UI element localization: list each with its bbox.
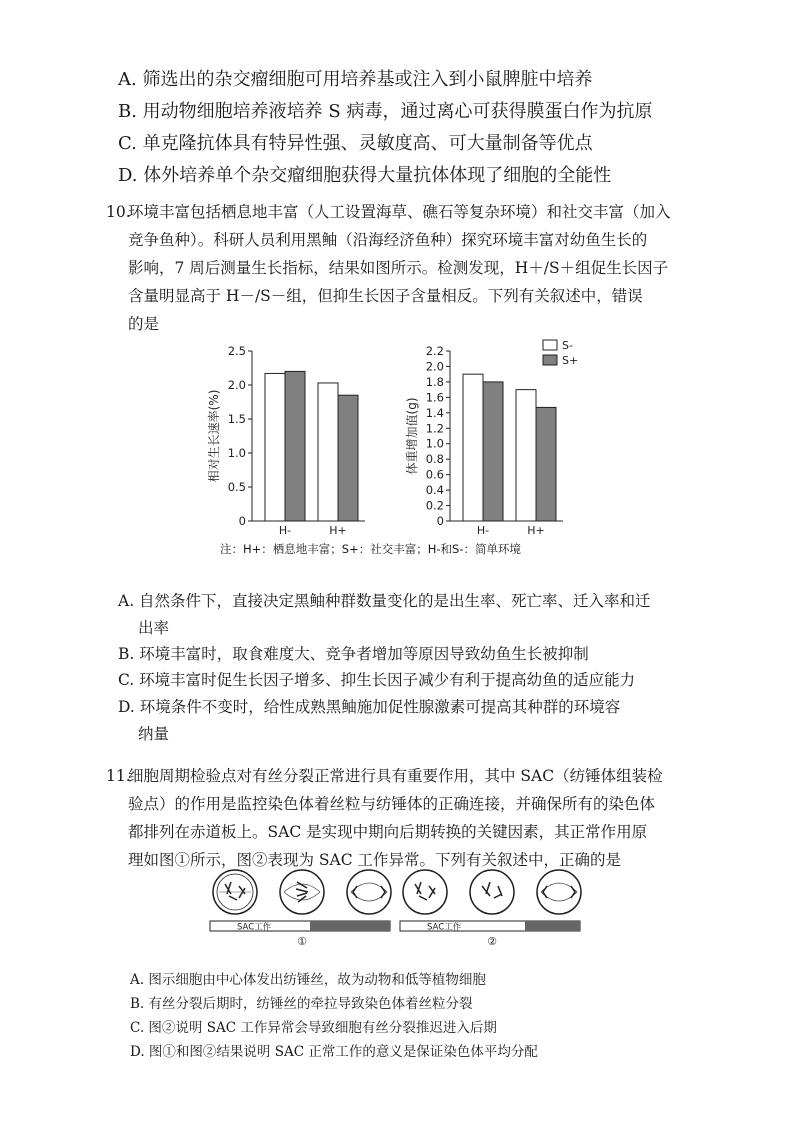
- q10-stem-line: 竞争鱼种）。科研人员利用黑鲉（沿海经济鱼种）探究环境丰富对幼鱼生长的: [128, 231, 648, 249]
- legend-label-S-: S-: [562, 339, 573, 352]
- q10-option-a: [118, 588, 678, 642]
- bar-H--S+: [285, 371, 305, 521]
- q9-option-a: A. 筛选出的杂交瘤细胞可用培养基或注入到小鼠脾脏中培养: [118, 69, 593, 90]
- sac-cell-cycle-figure: [205, 862, 595, 952]
- legend-swatch-S-: [543, 340, 557, 350]
- x-tick-label: H-: [476, 524, 490, 537]
- y-tick-label: 1.0: [227, 446, 246, 460]
- y-tick-label: 0: [238, 514, 246, 528]
- q9-option-b: B. 用动物细胞培养液培养 S 病毒，通过离心可获得膜蛋白作为抗原: [118, 101, 653, 122]
- bar-H--S+: [483, 382, 503, 521]
- bar-H--S-: [265, 373, 285, 521]
- q10-option-d-cont: 纳量: [138, 725, 170, 743]
- q9-option-c: C. 单克隆抗体具有特异性强、灵敏度高、可大量制备等优点: [118, 133, 593, 154]
- q10-stem-line: 影响，7 周后测量生长指标，结果如图所示。检测发现，H＋/S＋组促生长因子: [128, 259, 669, 277]
- x-tick-label: H-: [278, 524, 292, 537]
- x-tick-label: H+: [329, 524, 347, 537]
- chart-note: 注：H+：栖息地丰富；S+：社交丰富；H-和S-：简单环境: [220, 542, 521, 556]
- q11-number: 11.: [106, 767, 131, 785]
- q11-option-d: D. 图①和图②结果说明 SAC 正常工作的意义是保证染色体平均分配: [130, 1044, 538, 1060]
- cell-metaphase: [280, 870, 324, 914]
- cell-prometaphase: [213, 870, 257, 914]
- panel-2: [400, 870, 581, 948]
- bar-H+-S-: [516, 390, 536, 521]
- q11-option-a: A. 图示细胞由中心体发出纺锤丝，故为动物和低等植物细胞: [130, 972, 486, 988]
- q11-stem-line: 都排列在赤道板上。SAC 是实现中期向后期转换的关键因素，其正常作用原: [128, 823, 648, 841]
- bar-H+-S+: [338, 395, 358, 521]
- q10-stem: [106, 198, 688, 338]
- y-tick-label: 2.2: [425, 344, 444, 358]
- y-tick-label: 2.5: [227, 344, 246, 358]
- y-tick-label: 0.5: [227, 480, 246, 494]
- y-tick-label: 1.4: [425, 405, 444, 420]
- q10-stem-line: 环境丰富包括栖息地丰富（人工设置海草、礁石等复杂环境）和社交丰富（加入: [128, 203, 671, 221]
- panel-label-1: ①: [297, 935, 307, 948]
- y-tick-label: 2.0: [227, 378, 246, 392]
- q10-option-b: [118, 641, 678, 668]
- sac-label-1: SAC工作: [237, 922, 272, 933]
- y-tick-label: 0.8: [425, 452, 444, 467]
- y-tick-label: 1.5: [227, 412, 246, 426]
- q11-stem-line: 验点）的作用是监控染色体着丝粒与纺锤体的正确连接，并确保所有的染色体: [128, 795, 656, 813]
- y-tick-label: 1.6: [425, 390, 444, 405]
- q10-stem-line: 的是: [128, 315, 160, 333]
- q10-option-d-text: D. 环境条件不变时，给性成熟黑鲉施加促性腺激素可提高其种群的环境容: [118, 698, 621, 716]
- q10-option-c: [118, 667, 678, 694]
- y-tick-label: 1.8: [425, 374, 444, 389]
- q11-option-c: C. 图②说明 SAC 工作异常会导致细胞有丝分裂推迟进入后期: [130, 1020, 497, 1036]
- weight-gain-chart: [398, 338, 598, 538]
- bar-H--S-: [463, 374, 483, 521]
- y-tick-label: 0: [436, 514, 444, 528]
- y-tick-label: 0.6: [425, 467, 444, 482]
- cell-anaphase: [347, 870, 391, 914]
- q11-stem-line: 细胞周期检验点对有丝分裂正常进行具有重要作用，其中 SAC（纺锤体组装检: [128, 767, 663, 785]
- y-tick-label: 1.0: [425, 436, 444, 451]
- y-tick-label: 2.0: [425, 359, 444, 374]
- y-axis-label: 体重增加值(g): [405, 397, 419, 475]
- q10-option-a-cont: 出率: [138, 619, 170, 637]
- q10-option-c-text: C. 环境丰富时促生长因子增多、抑生长因子减少有利于提高幼鱼的适应能力: [118, 671, 636, 689]
- cell-anaphase-2: [537, 870, 581, 914]
- sac-timeline-dark-1: [310, 921, 390, 931]
- sac-label-2: SAC工作: [427, 922, 462, 933]
- q11-option-b: B. 有丝分裂后期时，纺锤丝的牵拉导致染色体着丝粒分裂: [130, 996, 473, 1012]
- q11-stem-line: 理如图①所示，图②表现为 SAC 工作异常。下列有关叙述中，正确的是: [128, 851, 622, 869]
- cell-prometaphase-3: [470, 870, 514, 914]
- panel-1: [210, 870, 391, 948]
- q10-option-a-text: A. 自然条件下，直接决定黑鲉种群数量变化的是出生率、死亡率、迁入率和迁: [118, 592, 651, 610]
- y-tick-label: 0.2: [425, 498, 444, 513]
- y-tick-label: 1.2: [425, 421, 444, 436]
- q10-option-d: [118, 694, 678, 748]
- q10-number: 10.: [106, 203, 131, 221]
- growth-rate-chart: [200, 338, 400, 538]
- x-tick-label: H+: [527, 524, 545, 537]
- y-tick-label: 0.4: [425, 483, 444, 498]
- bar-H+-S+: [536, 407, 556, 521]
- q10-stem-line: 含量明显高于 H－/S－组，但抑生长因子含量相反。下列有关叙述中，错误: [128, 287, 643, 305]
- q10-option-b-text: B. 环境丰富时，取食难度大、竞争者增加等原因导致幼鱼生长被抑制: [118, 645, 589, 663]
- bar-H+-S-: [318, 383, 338, 521]
- legend-label-S+: S+: [562, 354, 579, 367]
- legend-swatch-S+: [543, 355, 557, 365]
- q9-option-d: D. 体外培养单个杂交瘤细胞获得大量抗体体现了细胞的全能性: [118, 165, 612, 186]
- panel-label-2: ②: [487, 935, 497, 948]
- q11-stem: [106, 762, 688, 874]
- sac-timeline-dark-2: [525, 921, 580, 931]
- y-axis-label: 相对生长速率(%): [207, 389, 221, 483]
- cell-prometaphase-2: [403, 870, 447, 914]
